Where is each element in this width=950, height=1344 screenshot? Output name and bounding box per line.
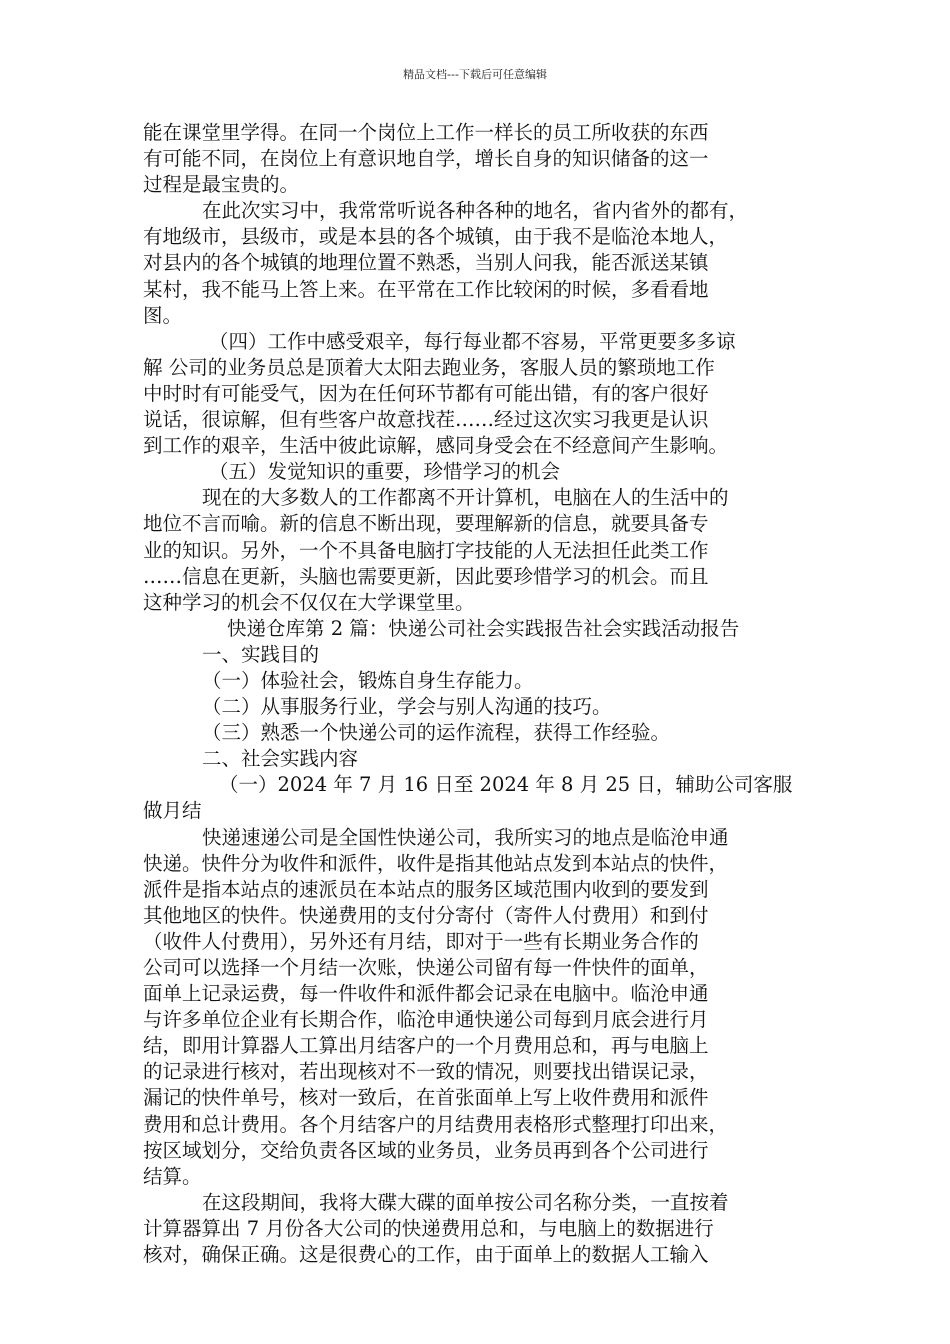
section-heading: （五）发觉知识的重要，珍惜学习的机会: [209, 460, 561, 484]
text-line: 做月结: [143, 799, 202, 823]
section-heading: 二、社会实践内容: [202, 747, 359, 771]
section-heading: （四）工作中感受艰辛，每行每业都不容易，平常更要多多谅: [209, 329, 736, 353]
text-line: 费用和总计费用。各个月结客户的月结费用表格形式整理打印出来，: [143, 1112, 729, 1136]
text-line: 中时时有可能受气，因为在任何环节都有可能出错，有的客户很好: [143, 381, 709, 405]
text-line: 过程是最宝贵的。: [143, 173, 300, 197]
section-heading: 一、实践目的: [202, 642, 320, 666]
text-line: 说话，很谅解，但有些客户故意找茬……经过这次实习我更是认识: [143, 408, 709, 432]
text-line: 到工作的艰辛，生活中彼此谅解，感同身受会在不经意间产生影响。: [143, 434, 729, 458]
list-item: （一）体验社会，锻炼自身生存能力。: [202, 668, 534, 692]
list-item: （三）熟悉一个快递公司的运作流程，获得工作经验。: [202, 721, 671, 745]
text-line: 解 公司的业务员总是顶着大太阳去跑业务，客服人员的繁琐地工作: [143, 355, 715, 379]
text-line: 核对，确保正确。这是很费心的工作，由于面单上的数据人工输入: [143, 1243, 709, 1267]
text-line: 其他地区的快件。快递费用的支付分寄付（寄件人付费用）和到付: [143, 903, 709, 927]
text-line: 计算器算出 7 月份各大公司的快递费用总和，与电脑上的数据进行: [143, 1216, 714, 1240]
text-line: 结算。: [143, 1164, 202, 1188]
text-line: 派件是指本站点的速派员在本站点的服务区域范围内收到的要发到: [143, 877, 709, 901]
text-line: 按区域划分，交给负责各区域的业务员，业务员再到各个公司进行: [143, 1138, 709, 1162]
page-header: 精品文档---下载后可任意编辑: [403, 68, 547, 81]
paragraph-start: 在这段期间，我将大碟大碟的面单按公司名称分类，一直按着: [202, 1190, 729, 1214]
text-line: 漏记的快件单号，核对一致后，在首张面单上写上收件费用和派件: [143, 1086, 709, 1110]
text-line: 图。: [143, 303, 183, 327]
text-line: 有地级市，县级市，或是本县的各个城镇，由于我不是临沧本地人，: [143, 225, 729, 249]
text-line: 业的知识。另外，一个不具备电脑打字技能的人无法担任此类工作: [143, 538, 709, 562]
text-line: ……信息在更新，头脑也需要更新，因此要珍惜学习的机会。而且: [143, 564, 709, 588]
text-line: 某村，我不能马上答上来。在平常在工作比较闲的时候，多看看地: [143, 277, 709, 301]
paragraph-start: 现在的大多数人的工作都离不开计算机，电脑在人的生活中的: [202, 486, 729, 510]
text-line: 地位不言而喻。新的信息不断出现，要理解新的信息，就要具备专: [143, 512, 709, 536]
text-line: 这种学习的机会不仅仅在大学课堂里。: [143, 590, 475, 614]
document-body: [143, 120, 810, 1268]
text-line: 能在课堂里学得。在同一个岗位上工作一样长的员工所收获的东西: [143, 121, 709, 144]
text-line: 面单上记录运费，每一件收件和派件都会记录在电脑中。临沧申通: [143, 982, 709, 1006]
text-line: 的记录进行核对，若出现核对不一致的情况，则要找出错误记录，: [143, 1060, 709, 1084]
text-line: 对县内的各个城镇的地理位置不熟悉，当别人问我，能否派送某镇: [143, 251, 709, 275]
text-line: 快递。快件分为收件和派件，收件是指其他站点发到本站点的快件，: [143, 851, 729, 875]
text-line: 结，即用计算器人工算出月结客户的一个月费用总和，再与电脑上: [143, 1034, 709, 1058]
text-line: 与许多单位企业有长期合作，临沧申通快递公司每到月底会进行月: [143, 1008, 709, 1032]
subsection-heading: （一）2024 年 7 月 16 日至 2024 年 8 月 25 日，辅助公司客服: [219, 773, 793, 797]
text-line: 有可能不同，在岗位上有意识地自学，增长自身的知识储备的这一: [143, 147, 709, 171]
article-title: 快递仓库第 2 篇：快递公司社会实践报告社会实践活动报告: [227, 616, 740, 640]
text-line: 公司可以选择一个月结一次账，快递公司留有每一件快件的面单，: [143, 956, 709, 979]
paragraph-start: 快递速递公司是全国性快递公司，我所实习的地点是临沧申通: [202, 825, 729, 849]
list-item: （二）从事服务行业，学会与别人沟通的技巧。: [202, 695, 612, 719]
text-line: （收件人付费用），另外还有月结，即对于一些有长期业务合作的: [143, 929, 699, 953]
paragraph-start: 在此次实习中，我常常听说各种各种的地名，省内省外的都有，: [202, 199, 749, 223]
